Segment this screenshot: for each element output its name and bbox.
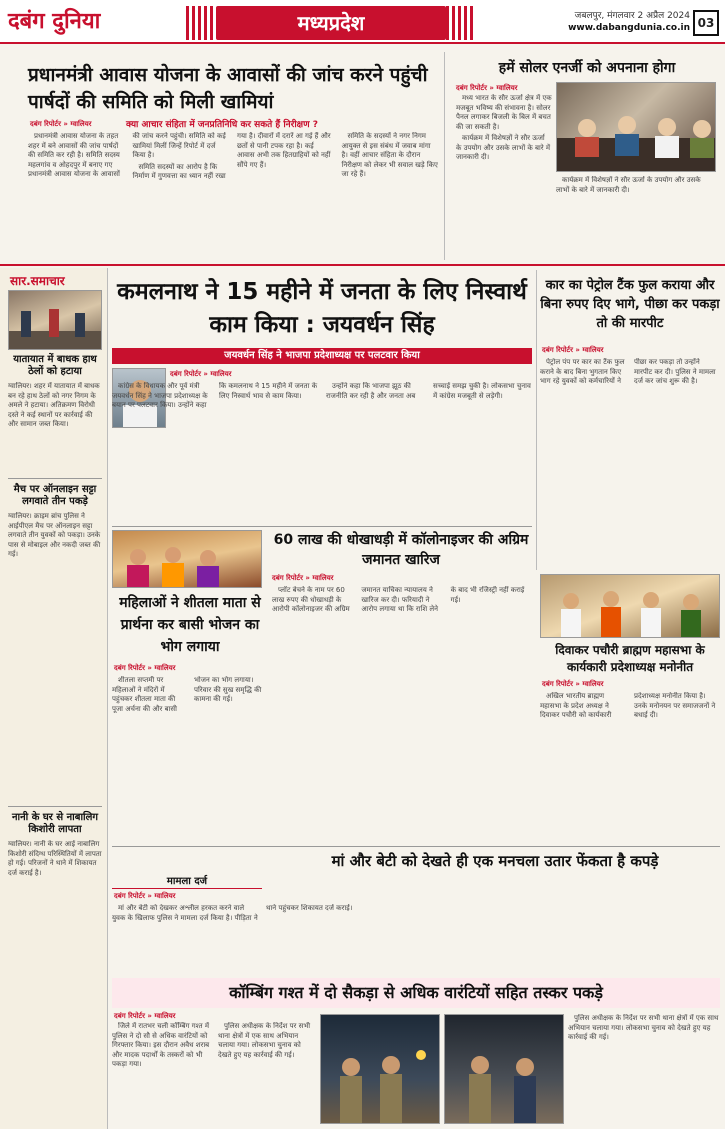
street-photo-icon	[9, 291, 102, 350]
byline-reporter: दबंग रिपोर्टर	[114, 1012, 145, 1020]
column-divider	[444, 52, 445, 260]
story9-para: पुलिस अधीक्षक के निर्देश पर सभी थाना क्षेत्रों में एक साथ अभियान चलाया गया। लोकसभा चुनाव को देखते हुए यह कार्रवाई की गई।	[218, 1022, 311, 1059]
story-divider	[112, 526, 532, 527]
story6-byline: दबंग रिपोर्टर » ग्वालियर	[114, 664, 176, 672]
byline-city: ग्वालियर	[154, 1012, 176, 1020]
worship-photo-icon	[113, 531, 262, 588]
dateline: जबलपुर, मंगलवार 2 अप्रैल 2024	[574, 11, 690, 21]
section-banner: मध्यप्रदेश	[216, 6, 446, 40]
story4-headline[interactable]: कार का पेट्रोल टैंक फुल कराया और बिना रुपए दिए भागे, पीछा कर पकड़ा तो की मारपीट	[540, 278, 720, 331]
meeting-photo-icon	[557, 83, 716, 172]
section-rule	[0, 264, 725, 266]
column-divider	[536, 270, 537, 570]
story8-para: मां और बेटी को देखकर अश्लील हरकत करने वाले युवक के खिलाफ पुलिस ने मामला दर्ज किया है। पीड़िता ने थाने पहुंचकर शिकायत दर्ज कराई।	[112, 904, 353, 922]
story6-para: शीतला सप्तमी पर महिलाओं ने मंदिरों में पहुंचकर शीतला माता की पूजा अर्चना की और बासी भोजन का भोग लगाया। परिवार की सुख समृद्धि की कामना की गई।	[112, 676, 262, 713]
dateline-block	[560, 10, 690, 34]
story2-para: कार्यक्रम में विशेषज्ञों ने सौर ऊर्जा के उपयोग और उसके लाभों के बारे में जानकारी दी।	[556, 176, 701, 194]
story2-body	[456, 94, 552, 260]
story4-para: पेट्रोल पंप पर कार का टैंक फुल कराने के बाद बिना भुगतान किए भाग रहे युवकों को कर्मचारियों ने पीछा कर पकड़ा तो उन्होंने मारपीट कर दी। पुलिस ने मामला दर्ज कर जांच शुरू की है।	[540, 358, 716, 385]
page-number: 03	[693, 10, 719, 36]
story3-byline: दबंग रिपोर्टर » ग्वालियर	[170, 370, 232, 378]
story6-headline[interactable]: महिलाओं ने शीतला माता से प्रार्थना कर बासी भोजन का भोग लगाया	[119, 595, 261, 655]
story5-para: प्लॉट बेचने के नाम पर 60 लाख रुपए की धोखाधड़ी के आरोपी कॉलोनाइजर की अग्रिम जमानत याचिका न्यायालय ने खारिज कर दी। फरियादी ने आरोप लगाया था कि राशि लेने के बाद भी रजिस्ट्री नहीं कराई गई।	[272, 586, 525, 613]
story9-body-continued	[568, 1014, 720, 1126]
story2-byline: दबंग रिपोर्टर » ग्वालियर	[456, 84, 518, 92]
story5-headline[interactable]: 60 लाख की धोखाधड़ी में कॉलोनाइजर की अग्रिम जमानत खारिज	[273, 532, 529, 568]
byline-reporter: दबंग रिपोर्टर	[272, 574, 303, 582]
felicitation-photo-icon	[541, 575, 720, 638]
byline-city: ग्वालियर	[582, 346, 604, 354]
story8-kicker: मामला दर्ज	[112, 876, 262, 889]
masthead	[0, 0, 725, 44]
story9-para: पुलिस अधीक्षक के निर्देश पर सभी थाना क्षेत्रों में एक साथ अभियान चलाया गया। लोकसभा चुनाव को देखते हुए यह कार्रवाई की गई।	[568, 1014, 719, 1041]
story2-body-continued	[556, 176, 716, 260]
byline-reporter: दबंग रिपोर्टर	[542, 680, 573, 688]
sidebar-divider	[8, 478, 102, 479]
story2-para: कार्यक्रम में विशेषज्ञों ने सौर ऊर्जा के उपयोग और उसके लाभों के बारे में जानकारी दी।	[456, 134, 551, 161]
story1-byline: दबंग रिपोर्टर » ग्वालियर	[30, 120, 92, 128]
newspaper-logo[interactable]	[8, 6, 148, 36]
police-photo-icon	[445, 1015, 564, 1124]
story4-byline: दबंग रिपोर्टर » ग्वालियर	[542, 346, 604, 354]
story3-para: उन्होंने कहा कि भाजपा झूठ की राजनीति कर रही है और जनता अब सच्चाई समझ चुकी है। लोकसभा चुनाव में कांग्रेस मजबूती से लड़ेगी।	[326, 382, 531, 400]
sidebar-item-headline[interactable]: यातायात में बाधक हाथ ठेलों को हटाया	[13, 354, 97, 377]
story9-photo-right	[444, 1014, 564, 1124]
story7-body	[540, 692, 720, 840]
story9-para: जिले में रातभर चली कॉम्बिंग गश्त में पुलिस ने दो सौ से अधिक वारंटियों को गिरफ्तार किया। इस दौरान अवैध शराब और मादक पदार्थों के तस्करों को भी पकड़ा गया।	[112, 1022, 210, 1068]
sidebar-divider	[8, 806, 102, 807]
story7-headline[interactable]: दिवाकर पचौरी ब्राह्मण महासभा के कार्यकारी प्रदेशाध्यक्ष मनोनीत	[555, 643, 705, 674]
story2-para: मध्य भारत के सौर ऊर्जा क्षेत्र में एक मजबूत भविष्य की संभावना है। सोलर पैनल लगाकर बिजली के बिल में बचत की जा सकती है।	[456, 94, 552, 131]
byline-reporter: दबंग रिपोर्टर	[30, 120, 61, 128]
story3-body	[112, 382, 532, 522]
story9-photo-left	[320, 1014, 440, 1124]
sidebar-item-body: ग्वालियर। नानी के घर आई नाबालिग किशोरी संदिग्ध परिस्थितियों में लापता हो गई। परिजनों ने थाने में शिकायत दर्ज कराई है।	[8, 840, 102, 877]
story1-para: प्रधानमंत्री आवास योजना के तहत शहर में बने आवासों की जांच पार्षदों की समिति कर रही है। समिति सदस्य महलगांव व ओहदपुर में बनाए गए प्रधानमंत्री आवास योजना के आवासों की जांच करने पहुंची। समिति को कई खामियां मिलीं जिन्हें रिपोर्ट में दर्ज किया है।	[28, 132, 226, 178]
story3-para: कांग्रेस के विधायक और पूर्व मंत्री जयवर्धन सिंह ने भाजपा प्रदेशाध्यक्ष के बयान पर पलटवार किया। उन्होंने कहा कि कमलनाथ ने 15 महीने में जनता के लिए निस्वार्थ भाव से काम किया।	[112, 382, 318, 409]
sidebar-item-headline[interactable]: मैच पर ऑनलाइन सट्टा लगवाते तीन पकड़े	[13, 484, 97, 507]
story6-body	[112, 676, 268, 840]
byline-city: ग्वालियर	[70, 120, 92, 128]
story1-para: समिति सदस्यों का आरोप है कि निर्माण में गुणवत्ता का ध्यान नहीं रखा गया है। दीवारों में दरारें आ गई हैं और छतों से पानी टपक रहा है। कई आवास अभी तक हितग्राहियों को नहीं सौंपे गए हैं।	[132, 132, 331, 180]
story9-headline[interactable]: कॉम्बिंग गश्त में दो सैकड़ा से अधिक वारंटियों सहित तस्कर पकड़े	[229, 983, 603, 1002]
story1-body	[28, 132, 438, 260]
story1-para: समिति के सदस्यों ने नगर निगम आयुक्त से इस संबंध में जवाब मांगा है। वहीं आचार संहिता के दौरान निरीक्षण को लेकर भी सवाल खड़े किए जा रहे हैं।	[341, 132, 438, 178]
story5-body	[272, 586, 532, 840]
story8-body	[112, 904, 720, 974]
byline-reporter: दबंग रिपोर्टर	[114, 892, 145, 900]
story-divider	[112, 846, 720, 847]
story3-headline[interactable]: कमलनाथ ने 15 महीने में जनता के लिए निस्वार्थ काम किया : जयवर्धन सिंह	[117, 279, 527, 338]
story4-body	[540, 358, 720, 568]
story1-subhead: क्या आचार संहिता में जनप्रतिनिधि कर सकते हैं निरीक्षण ?	[126, 120, 318, 130]
story7-byline: दबंग रिपोर्टर » ग्वालियर	[542, 680, 604, 688]
sidebar-item-body: ग्वालियर। शहर में यातायात में बाधक बन रहे हाथ ठेलों को नगर निगम के अमले ने हटाया। अतिक्रमण विरोधी दस्ते ने कई स्थानों पर कार्रवाई की और सामान जब्त किया।	[8, 382, 100, 428]
story5-byline: दबंग रिपोर्टर » ग्वालियर	[272, 574, 334, 582]
story2-headline[interactable]: हमें सोलर एनर्जी को अपनाना होगा	[498, 60, 676, 76]
sidebar-photo	[8, 290, 102, 350]
byline-city: ग्वालियर	[582, 680, 604, 688]
logo-text: दबंग दुनिया	[8, 8, 101, 34]
story2-photo	[556, 82, 716, 172]
byline-reporter: दबंग रिपोर्टर	[114, 664, 145, 672]
police-photo-icon	[321, 1015, 440, 1124]
byline-city: ग्वालियर	[496, 84, 518, 92]
website-link[interactable]: www.dabangdunia.co.in	[568, 23, 690, 33]
byline-reporter: दबंग रिपोर्टर	[456, 84, 487, 92]
story7-para: अखिल भारतीय ब्राह्मण महासभा के प्रदेश अध्यक्ष ने दिवाकर पचौरी को कार्यकारी प्रदेशाध्यक्ष मनोनीत किया है। उनके मनोनयन पर समाजजनों ने बधाई दी।	[540, 692, 716, 719]
sidebar-item-body: ग्वालियर। क्राइम ब्रांच पुलिस ने आईपीएल मैच पर ऑनलाइन सट्टा लगवाते तीन युवकों को पकड़ा। उनके पास से मोबाइल और नकदी जब्त की गई।	[8, 512, 101, 558]
byline-city: ग्वालियर	[210, 370, 232, 378]
story6-photo	[112, 530, 262, 588]
story9-body	[112, 1022, 316, 1126]
story1-headline[interactable]: प्रधानमंत्री आवास योजना के आवासों की जांच करने पहुंची पार्षदों की समिति को मिली खामियां	[28, 64, 428, 113]
story7-photo	[540, 574, 720, 638]
story8-headline[interactable]: मां और बेटी को देखते ही एक मनचला उतार फेंकता है कपड़े	[331, 852, 659, 870]
story3-strap: जयवर्धन सिंह ने भाजपा प्रदेशाध्यक्ष पर पलटवार किया	[112, 348, 532, 364]
byline-city: ग्वालियर	[154, 664, 176, 672]
sidebar-label: सार.समाचार	[10, 274, 65, 288]
byline-reporter: दबंग रिपोर्टर	[542, 346, 573, 354]
byline-city: ग्वालियर	[154, 892, 176, 900]
byline-city: ग्वालियर	[312, 574, 334, 582]
story9-byline: दबंग रिपोर्टर » ग्वालियर	[114, 1012, 176, 1020]
byline-reporter: दबंग रिपोर्टर	[170, 370, 201, 378]
story8-byline: दबंग रिपोर्टर » ग्वालियर	[114, 892, 176, 900]
sidebar-item-headline[interactable]: नानी के घर से नाबालिग किशोरी लापता	[11, 812, 99, 835]
